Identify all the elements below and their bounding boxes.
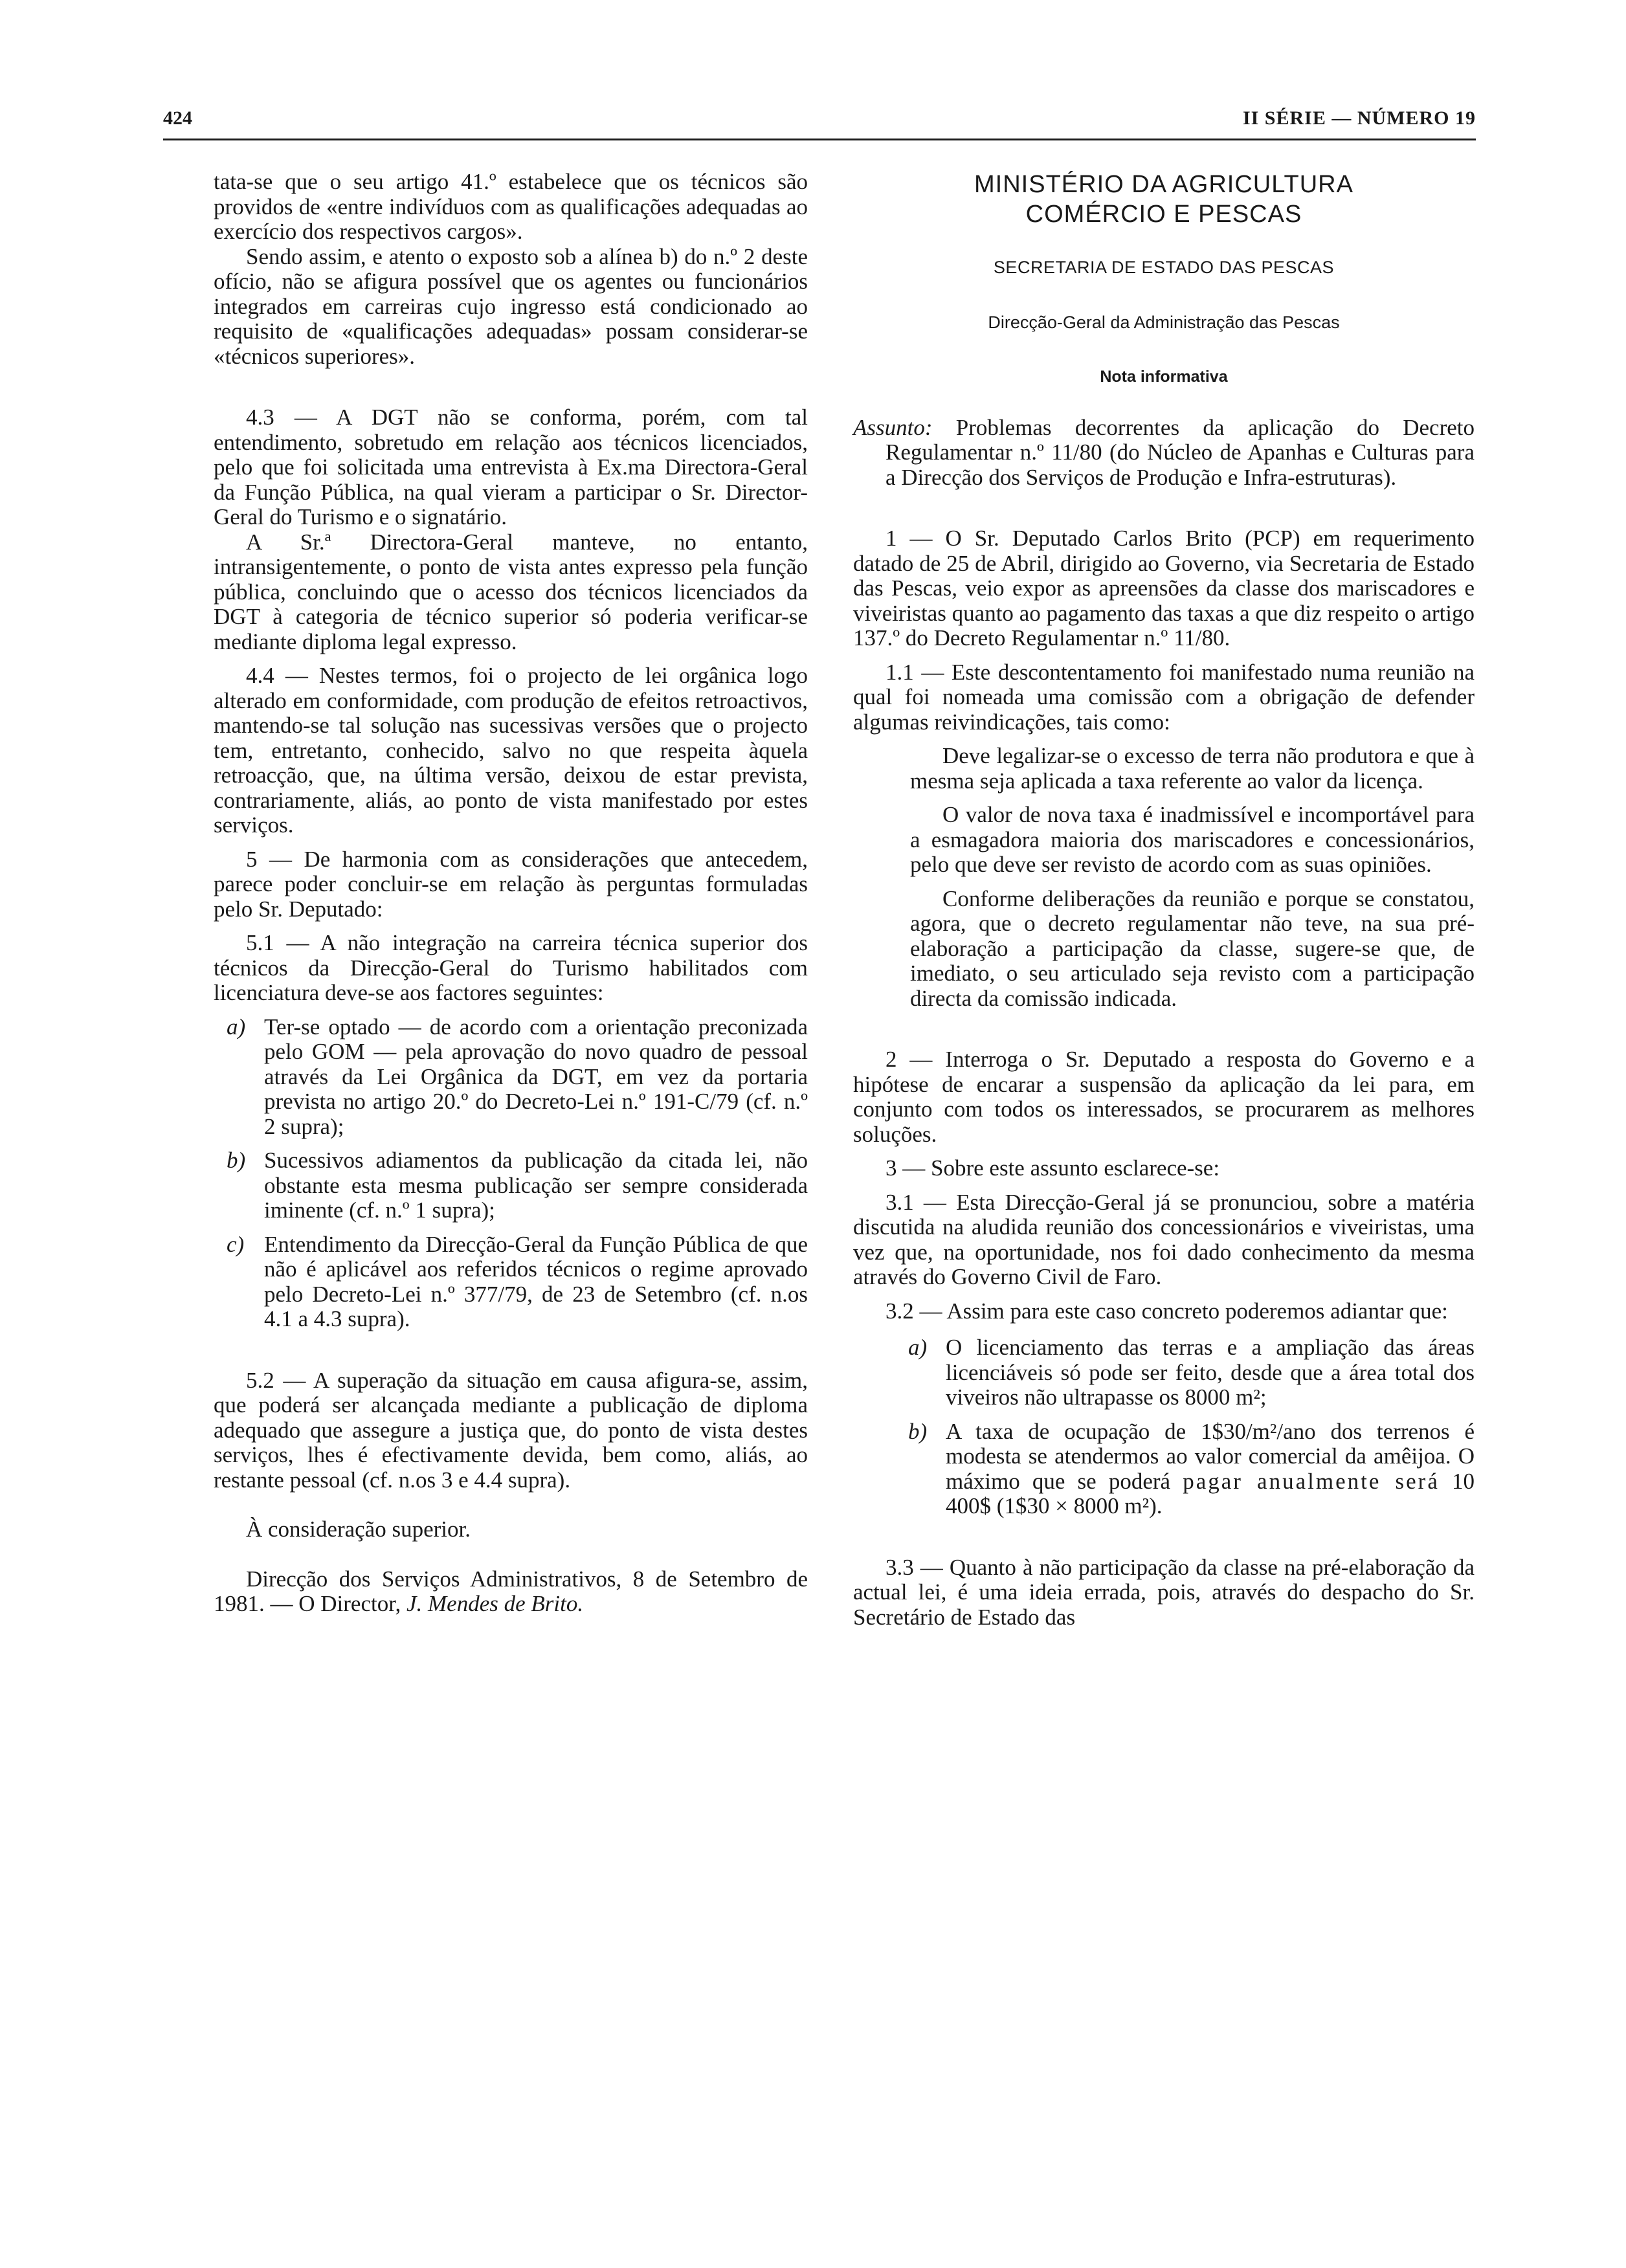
list-item-text: O licenciamento das terras e a ampliação das áreas licenciáveis só pode ser feito, desde que a área total dos viveiros não ultrapasse os 8000 m²; bbox=[946, 1335, 1475, 1410]
paragraph: 3.3 — Quanto à não participação da classe na pré-elaboração da actual lei, é uma ideia errada, pois, através do despacho do Sr. Secretário de Estado das bbox=[853, 1554, 1475, 1630]
signature-line bbox=[214, 1567, 808, 1617]
ministry-title-line-2: COMÉRCIO E PESCAS bbox=[1025, 201, 1302, 228]
list-item bbox=[908, 1335, 1475, 1410]
list-item-text-part: A taxa de ocupação de 1$30/m²/ano dos terrenos é modesta se atendermos ao valor comercial da amêijoa. O máximo que se poderá bbox=[946, 1418, 1475, 1494]
list-item bbox=[908, 1419, 1475, 1519]
list-item bbox=[227, 1148, 808, 1223]
paragraph: 3 — Sobre este assunto esclarece-se: bbox=[885, 1155, 1220, 1181]
list-item-text bbox=[946, 1419, 1475, 1519]
paragraph: 5 — De harmonia com as considerações que antecedem, parece poder concluir-se em relação às perguntas formuladas pelo Sr. Deputado: bbox=[214, 846, 808, 922]
paragraph: A Sr.ª Directora-Geral manteve, no entanto, intransigentemente, o ponto de vista antes expresso pela função pública, concluindo que o acesso dos técnicos licenciados da DGT à categoria de técnico superior só poderia verificar-se mediante diploma legal expresso. bbox=[214, 529, 808, 654]
page-number: 424 bbox=[163, 107, 192, 129]
paragraph: 4.4 — Nestes termos, foi o projecto de lei orgânica logo alterado em conformidade, com produção de efeitos retroactivos, mantendo-se tal solução nas sucessivas versões que o projecto tem, entretanto, conhecido, salvo no que respeita àquela retroacção, que, na última versão, deixou de estar prevista, contrariamente, aliás, ao ponto de vista manifestado por estes serviços. bbox=[214, 663, 808, 838]
quote-paragraph: O valor de nova taxa é inadmissível e incomportável para a esmagadora maioria dos mariscadores e concessionários, pelo que deve ser revisto de acordo com as suas opiniões. bbox=[910, 802, 1475, 877]
paragraph: 5.2 — A superação da situação em causa afigura-se, assim, que poderá ser alcançada mediante a publicação de diploma adequado que assegure a justiça que, do ponto de vista destes serviços, lhes é efectivamente devida, bem como, aliás, ao restante pessoal (cf. n.os 3 e 4.4 supra). bbox=[214, 1367, 808, 1493]
left-column bbox=[214, 170, 808, 1617]
subject-text: Problemas decorrentes da aplicação do Decreto Regulamentar n.º 11/80 (do Núcleo de Apanhas e Culturas para a Direcção dos Serviços de Produção e Infra-estruturas). bbox=[885, 414, 1475, 490]
list-item bbox=[227, 1232, 808, 1332]
list-item bbox=[227, 1015, 808, 1140]
header-rule bbox=[163, 139, 1476, 140]
demands-quote bbox=[853, 744, 1475, 1011]
factor-list bbox=[227, 1015, 808, 1332]
quote-paragraph: Deve legalizar-se o excesso de terra não produtora e que à mesma seja aplicada a taxa referente ao valor da licença. bbox=[910, 743, 1475, 794]
paragraph: 5.1 — A não integração na carreira técnica superior dos técnicos da Direcção-Geral do Turismo habilitados com licenciatura deve-se aos factores seguintes: bbox=[214, 930, 808, 1005]
subject-label: Assunto: bbox=[853, 414, 933, 440]
paragraph: 3.2 — Assim para este caso concreto poderemos adiantar que: bbox=[885, 1298, 1448, 1324]
list-item-label: b) bbox=[227, 1148, 246, 1173]
list-item-text-spaced: pagar anualmente será bbox=[1183, 1468, 1440, 1494]
paragraph: 1 — O Sr. Deputado Carlos Brito (PCP) em requerimento datado de 25 de Abril, dirigido ao Governo, via Secretaria de Estado das Pescas, veio expor as apreensões da classe dos mariscadores e viveiristas quanto ao pagamento das taxas a que diz respeito o artigo 137.º do Decreto Regulamentar n.º 11/80. bbox=[853, 526, 1475, 650]
paragraph: 1.1 — Este descontentamento foi manifestado numa reunião na qual foi nomeada uma comissão com a obrigação de defender algumas reivindicações, tais como: bbox=[853, 659, 1475, 735]
signature-text: Direcção dos Serviços Administrativos, 8 de Setembro de 1981. — O Director, bbox=[214, 1566, 808, 1616]
list-item-text: Ter-se optado — de acordo com a orientação preconizada pelo GOM — pela aprovação do novo quadro de pessoal através da Lei Orgânica da DGT, em vez da portaria prevista no artigo 20.º do Decreto-Lei n.º 191-C/79 (cf. n.º 2 supra); bbox=[264, 1014, 808, 1139]
list-item-label: a) bbox=[908, 1335, 928, 1360]
series-number: II SÉRIE — NÚMERO 19 bbox=[1242, 107, 1476, 129]
subject-paragraph bbox=[853, 416, 1475, 491]
paragraph: 2 — Interroga o Sr. Deputado a resposta do Governo e a hipótese de encarar a suspensão da aplicação da lei para, em conjunto com todos os interessados, se procurarem as melhores soluções. bbox=[853, 1047, 1475, 1147]
secretariat-title: SECRETARIA DE ESTADO DAS PESCAS bbox=[993, 258, 1335, 277]
signatory-name: J. Mendes de Brito. bbox=[406, 1591, 584, 1616]
directorate-title: Direcção-Geral da Administração das Pescas bbox=[988, 312, 1340, 332]
list-item-label: c) bbox=[227, 1231, 245, 1257]
ministry-title-line-1: MINISTÉRIO DA AGRICULTURA bbox=[974, 171, 1353, 198]
answer-list bbox=[908, 1335, 1475, 1519]
paragraph: Sendo assim, e atento o exposto sob a alínea b) do n.º 2 deste ofício, não se afigura possível que os agentes ou funcionários integrados em carreiras cujo ingresso está condicionado ao requisito de «qualificações adequadas» possam considerar-se «técnicos superiores». bbox=[214, 243, 808, 369]
closing-line: À consideração superior. bbox=[246, 1517, 471, 1542]
note-title: Nota informativa bbox=[1100, 368, 1228, 386]
right-column bbox=[853, 170, 1475, 1630]
list-item-label: b) bbox=[908, 1418, 928, 1444]
paragraph: 4.3 — A DGT não se conforma, porém, com tal entendimento, sobretudo em relação aos técnicos licenciados, pelo que foi solicitada uma entrevista à Ex.ma Directora-Geral da Função Pública, na qual vieram a participar o Sr. Director-Geral do Turismo e o signatário. bbox=[214, 405, 808, 529]
list-item-text: Entendimento da Direcção-Geral da Função Pública de que não é aplicável aos referidos técnicos o regime aprovado pelo Decreto-Lei n.º 377/79, de 23 de Setembro (cf. n.os 4.1 a 4.3 supra). bbox=[264, 1231, 808, 1331]
quote-paragraph: Conforme deliberações da reunião e porque se constatou, agora, que o decreto regulamentar não teve, na sua pré-elaboração a participação da classe, sugere-se que, de imediato, o seu articulado seja revisto com a participação directa da comissão indicada. bbox=[910, 885, 1475, 1011]
paragraph: 3.1 — Esta Direcção-Geral já se pronunciou, sobre a matéria discutida na aludida reunião dos concessionários e viveiristas, uma vez que, na oportunidade, nos foi dado conhecimento da mesma através do Governo Civil de Faro. bbox=[853, 1189, 1475, 1289]
list-item-text: Sucessivos adiamentos da publicação da citada lei, não obstante esta mesma publicação ser sempre considerada iminente (cf. n.º 1 supra); bbox=[264, 1148, 808, 1223]
paragraph: tata-se que o seu artigo 41.º estabelece que os técnicos são providos de «entre indivíduos com as qualificações adequadas ao exercício dos respectivos cargos». bbox=[214, 169, 808, 244]
list-item-text-part: 10 400$ (1$30 × 8000 m²). bbox=[946, 1468, 1475, 1518]
list-item-label: a) bbox=[227, 1014, 246, 1040]
